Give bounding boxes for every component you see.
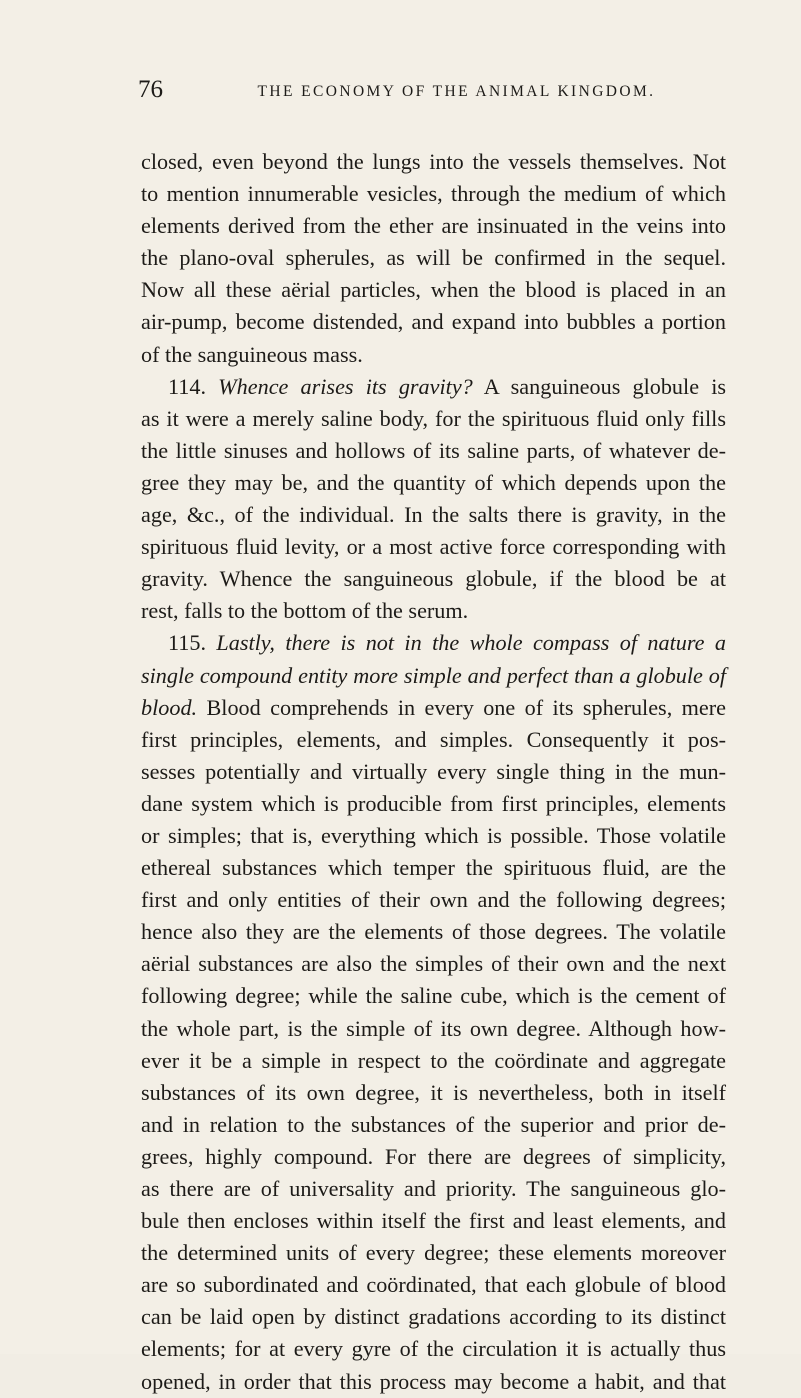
text-line [141,948,726,980]
text-line [141,242,726,274]
text-segment: and in relation to the substances of the superior and prior de- [141,1111,726,1137]
page-number: 76 [138,76,163,103]
text-line [141,1333,726,1365]
text-line [141,980,726,1012]
text-line [141,403,726,435]
text-segment: to mention innumerable vesicles, through the medium of which [141,181,726,207]
text-line [141,531,726,563]
text-segment: of the sanguineous mass. [141,341,363,367]
text-segment: grees, highly compound. For there are degrees of simplicity, [141,1143,726,1169]
text-segment: the plano-oval spherules, as will be confirmed in the sequel. [141,245,726,271]
text-line [141,563,726,595]
text-line [141,1109,726,1141]
text-segment: the whole part, is the simple of its own degree. Although how- [141,1015,726,1041]
text-segment: the little sinuses and hollows of its saline parts, of whatever de- [141,437,726,463]
text-segment: aërial substances are also the simples of their own and the next [141,951,726,977]
text-segment: first principles, elements, and simples. Consequently it pos- [141,726,726,752]
text-line [141,1301,726,1333]
text-segment: air-pump, become distended, and expand into bubbles a portion [141,309,726,335]
text-segment: ever it be a simple in respect to the coördinate and aggregate [141,1047,726,1073]
text-segment: bule then encloses within itself the first and least elements, and [141,1208,726,1234]
text-line [141,756,726,788]
text-line [141,339,726,371]
text-segment: Blood comprehends in every one of its spherules, mere [197,694,726,720]
text-segment: can be laid open by distinct gradations according to its distinct [141,1304,726,1330]
text-line [141,820,726,852]
text-segment: following degree; while the saline cube, which is the cement of [141,983,726,1009]
text-segment: rest, falls to the bottom of the serum. [141,598,469,624]
italic-text: Lastly, there is not in the whole compass of nature a [216,630,726,656]
text-line [141,660,726,692]
running-head [138,76,723,110]
text-segment: closed, even beyond the lungs into the vessels themselves. Not [141,149,726,174]
text-segment: substances of its own degree, it is nevertheless, both in itself [141,1079,726,1105]
text-line [141,1237,726,1269]
text-line [141,595,726,627]
text-line [141,627,726,659]
text-line [141,499,726,531]
text-line [141,884,726,916]
text-segment: elements; for at every gyre of the circulation it is actually thus [141,1336,726,1362]
text-segment: elements derived from the ether are insinuated in the veins into [141,213,726,239]
text-line [141,788,726,820]
text-segment: as it were a merely saline body, for the spirituous fluid only fills [141,405,726,431]
text-segment: as there are of universality and priority. The sanguineous glo- [141,1176,726,1201]
text-line [141,724,726,756]
running-title: THE ECONOMY OF THE ANIMAL KINGDOM. [257,83,656,100]
text-line [141,852,726,884]
text-line [141,306,726,338]
text-line [141,435,726,467]
text-line [141,210,726,242]
text-segment: opened, in order that this process may become a habit, and that [141,1368,726,1394]
text-line [141,1269,726,1301]
text-line [141,146,726,178]
text-segment: ethereal substances which temper the spirituous fluid, are the [141,855,726,881]
text-line [141,1173,726,1205]
text-line [141,1045,726,1077]
text-line [141,1077,726,1109]
text-line [141,1366,726,1398]
italic-text: single compound entity more simple and perfect than a globule of [141,662,726,688]
text-segment: Now all these aërial particles, when the blood is placed in an [141,277,726,303]
text-line [141,274,726,306]
text-segment: spirituous fluid levity, or a most active force corresponding with [141,534,726,560]
text-segment: A sanguineous globule is [472,373,726,399]
text-line [141,692,726,724]
text-line [141,1141,726,1173]
text-segment: 114. [168,373,219,399]
text-segment: hence also they are the elements of those degrees. The volatile [141,919,726,945]
text-segment: age, &c., of the individual. In the salts there is gravity, in the [141,502,726,528]
text-line [141,371,726,403]
text-segment: the determined units of every degree; these elements moreover [141,1240,726,1266]
text-segment: gravity. Whence the sanguineous globule, if the blood be at [141,566,726,592]
text-segment: or simples; that is, everything which is possible. Those volatile [141,822,726,848]
italic-text: blood. [141,694,198,720]
text-line [141,916,726,948]
text-segment: dane system which is producible from first principles, elements [141,790,726,816]
text-segment: 115. [168,630,217,656]
text-segment: first and only entities of their own and the following degrees; [141,887,726,913]
text-line [141,178,726,210]
text-segment: sesses potentially and virtually every single thing in the mun- [141,758,726,784]
body-text [141,146,726,1398]
text-line [141,1205,726,1237]
text-segment: are so subordinated and coördinated, that each globule of blood [141,1272,726,1298]
italic-text: Whence arises its gravity? [218,373,473,399]
text-segment: gree they may be, and the quantity of which depends upon the [141,469,726,495]
text-line [141,1013,726,1045]
text-line [141,467,726,499]
